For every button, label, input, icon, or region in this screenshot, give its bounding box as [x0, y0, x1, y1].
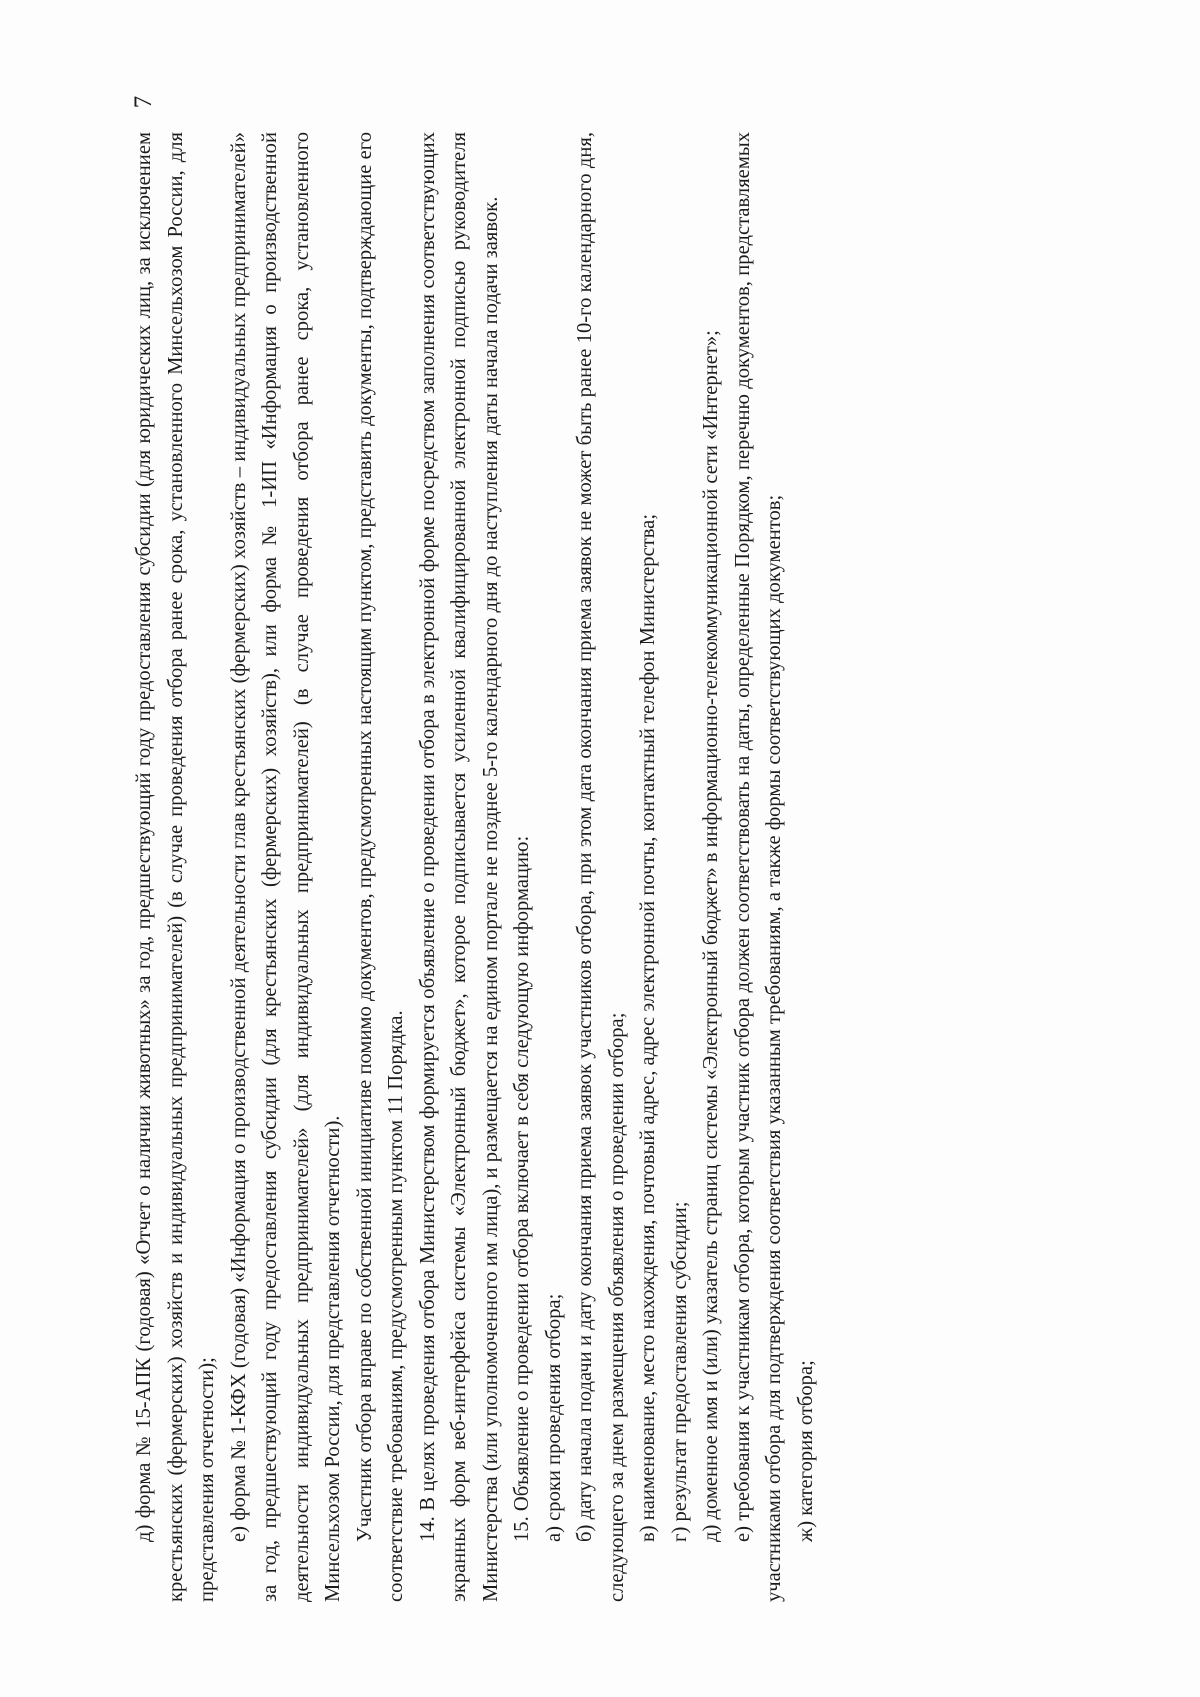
paragraph-additional-documents: Участник отбора вправе по собственной инициативе помимо документов, предусмотренных настоящим пунктом, представить документы, подтверждающие его соответствие требованиям, предусмотренным пунктом 11 Порядка.	[353, 132, 407, 1602]
list-item-a-terms: а) сроки проведения отбора;	[542, 1293, 565, 1542]
list-item-g-result: г) результат предоставления субсидии;	[668, 1201, 691, 1542]
paragraph-item-d-form-15-apk: д) форма № 15-АПК (годовая) «Отчет о наличии животных» за год, предшествующий году предоставления субсидии (для юридических лиц, за исключением крестьянских (фермерских) хозяйств и индивидуальных предпринимателей) (в случае проведения отбора ранее срока, установленного Минсельхозом России, для представления отчетности);	[133, 132, 218, 1602]
document-body	[129, 132, 1049, 1602]
list-item-zh-category: ж) категория отбора;	[794, 1360, 817, 1542]
rotated-content	[129, 95, 1049, 1602]
list-item-e-requirements: е) требования к участникам отбора, которым участник отбора должен соответствовать на даты, определенные Порядком, перечню документов, представляемых участниками отбора для подтверждения соответствия указанным требованиям, а также формы соответствующих документов;	[731, 132, 785, 1602]
page-number: 7	[130, 95, 157, 109]
paragraph-15-announcement-contents: 15. Объявление о проведении отбора включает в себя следующую информацию:	[511, 835, 533, 1542]
paragraph-item-e-form-1-kfh: е) форма № 1-КФХ (годовая) «Информация о производственной деятельности глав крестьянских (фермерских) хозяйств – индивидуальных предпринимателей» за год, предшествующий году предоставления субсидии (для крестьянских (фермерских) хозяйств), или форма № 1-ИП «Информация о производственной деятельности индивидуальных предпринимателей» (для индивидуальных предпринимателей) (в случае проведения отбора ранее срока, установленного Минсельхозом России, для представления отчетности).	[227, 132, 344, 1602]
paragraph-14-announcement: 14. В целях проведения отбора Министерством формируется объявление о проведении отбора в электронной форме посредством заполнения соответствующих экранных форм веб-интерфейса системы «Электронный бюджет», которое подписывается усиленной квалифицированной электронной подписью руководителя Министерства (или уполномоченного им лица), и размещается на едином портале не позднее 5-го календарного дня до наступления даты начала подачи заявок.	[416, 132, 502, 1602]
list-item-d-domain: д) доменное имя и (или) указатель страниц системы «Электронный бюджет» в информационно-телекоммуникационной сети «Интернет»;	[700, 330, 722, 1542]
list-item-b-dates: б) дату начала подачи и дату окончания приема заявок участников отбора, при этом дата окончания приема заявок не может быть ранее 10-го календарного дня, следующего за днем размещения объявления о проведении отбора;	[574, 132, 628, 1602]
list-item-v-ministry-details: в) наименование, место нахождения, почтовый адрес, адрес электронной почты, контактный телефон Министерства;	[637, 513, 659, 1542]
